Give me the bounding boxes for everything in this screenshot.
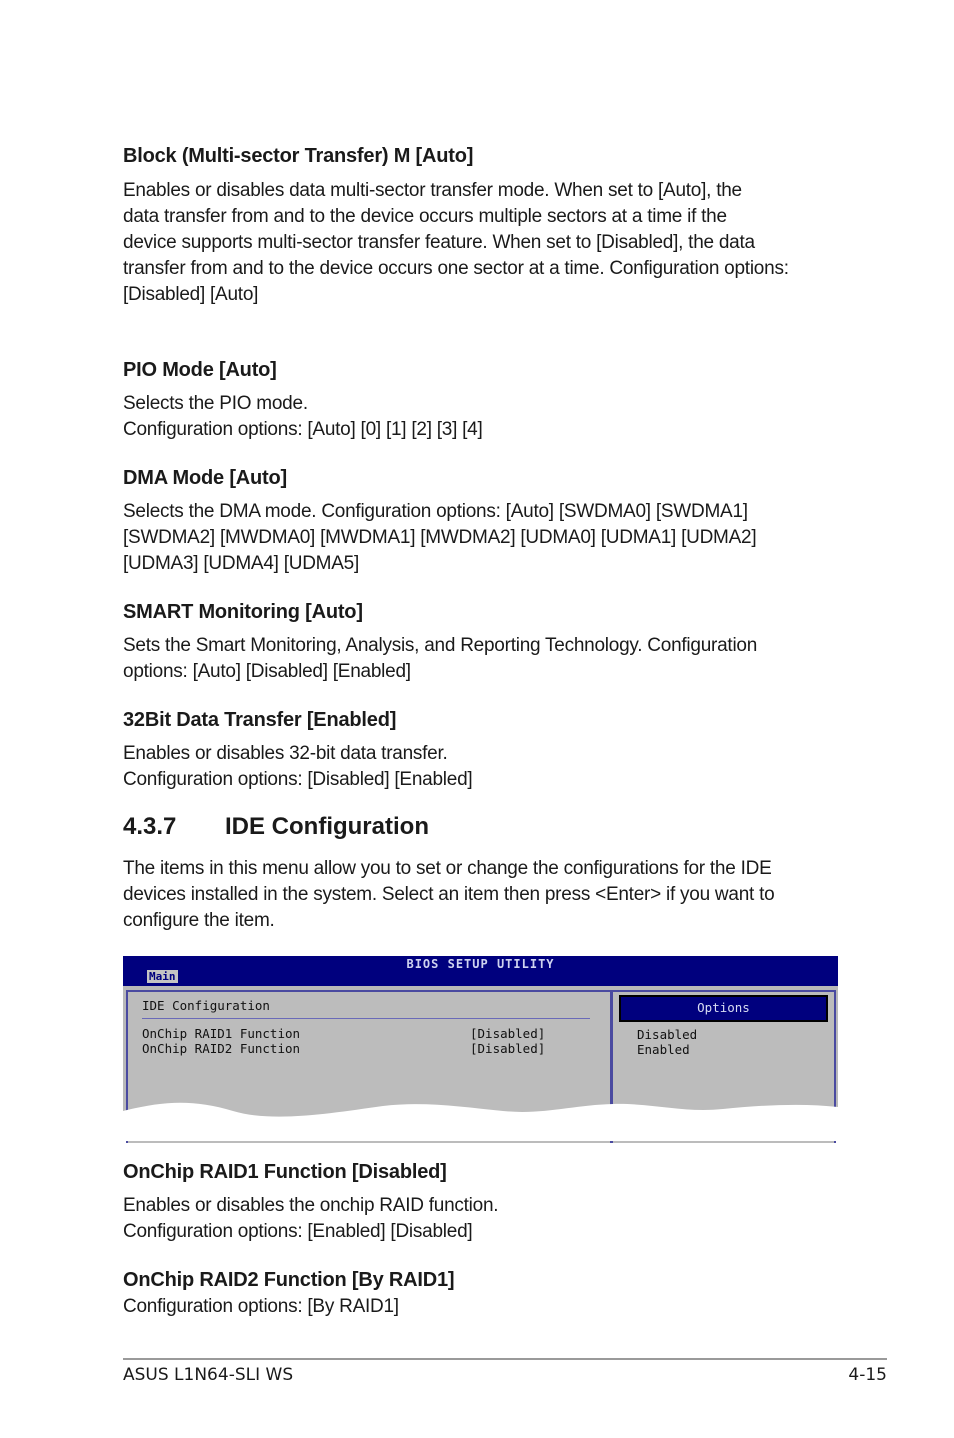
bios-tab-main[interactable]: Main (149, 970, 176, 983)
paragraph-dma-mode: Selects the DMA mode. Configuration options: [Auto] [SWDMA0] [SWDMA1] [SWDMA2] [MWDMA0] [MWDMA1] [MWDMA2] [UDMA0] [UDMA1] [UDMA2] [UDMA3] [UDMA4] [UDMA5] (123, 501, 757, 574)
paragraph-onchip-raid2: Configuration options: [By RAID1] (123, 1296, 399, 1317)
section-title-text: IDE Configuration (225, 813, 429, 840)
bios-item-raid2-label: OnChip RAID2 Function (142, 1041, 301, 1056)
bios-item-raid1-label: OnChip RAID1 Function (142, 1026, 301, 1041)
torn-edge-graphic (123, 1101, 838, 1141)
bios-title-bar (123, 956, 838, 986)
bios-panel-divider (142, 1018, 590, 1019)
paragraph-onchip-raid1: Enables or disables the onchip RAID function. Configuration options: [Enabled] [Disabled] (123, 1195, 499, 1242)
heading-onchip-raid1: OnChip RAID1 Function [Disabled] (123, 1161, 447, 1183)
bios-option-enabled[interactable]: Enabled (637, 1042, 690, 1057)
heading-pio-mode: PIO Mode [Auto] (123, 359, 277, 381)
footer-divider (123, 1358, 887, 1360)
heading-block-transfer: Block (Multi-sector Transfer) M [Auto] (123, 145, 474, 167)
footer-product-name: ASUS L1N64-SLI WS (123, 1365, 294, 1385)
bios-screenshot (123, 956, 838, 1141)
heading-32bit-transfer: 32Bit Data Transfer [Enabled] (123, 709, 397, 731)
paragraph-32bit-transfer: Enables or disables 32-bit data transfer. Configuration options: [Disabled] [Enabled] (123, 743, 473, 790)
paragraph-smart-monitoring: Sets the Smart Monitoring, Analysis, and Reporting Technology. Configuration options: [Auto] [Disabled] [Enabled] (123, 635, 758, 682)
bios-option-disabled[interactable]: Disabled (637, 1027, 698, 1042)
heading-smart-monitoring: SMART Monitoring [Auto] (123, 601, 363, 623)
paragraph-ide-intro: The items in this menu allow you to set or change the configurations for the IDE devices installed in the system. Select an item then press <Enter> if you want to configure the item. (123, 858, 775, 931)
paragraph-block-transfer: Enables or disables data multi-sector transfer mode. When set to [Auto], the data transfer from and to the device occurs multiple sectors at a time if the device supports multi-sector transfer feature. When set to [Disabled], the data transfer from and to the device occurs one sector at a time. Configuration options: [Disabled] [Auto] (123, 180, 789, 305)
paragraph-pio-mode: Selects the PIO mode. Configuration options: [Auto] [0] [1] [2] [3] [4] (123, 393, 483, 440)
section-number: 4.3.7 (123, 813, 177, 840)
section-title-ide-configuration (123, 813, 429, 841)
footer-page-number: 4-15 (848, 1365, 887, 1385)
bios-item-raid2-value: [Disabled] (470, 1041, 546, 1056)
heading-onchip-raid2: OnChip RAID2 Function [By RAID1] (123, 1269, 455, 1291)
bios-title: BIOS SETUP UTILITY (406, 957, 555, 971)
bios-panel-title: IDE Configuration (142, 998, 270, 1013)
heading-dma-mode: DMA Mode [Auto] (123, 467, 287, 489)
bios-item-raid1-value: [Disabled] (470, 1026, 546, 1041)
bios-options-header: Options (619, 995, 828, 1022)
